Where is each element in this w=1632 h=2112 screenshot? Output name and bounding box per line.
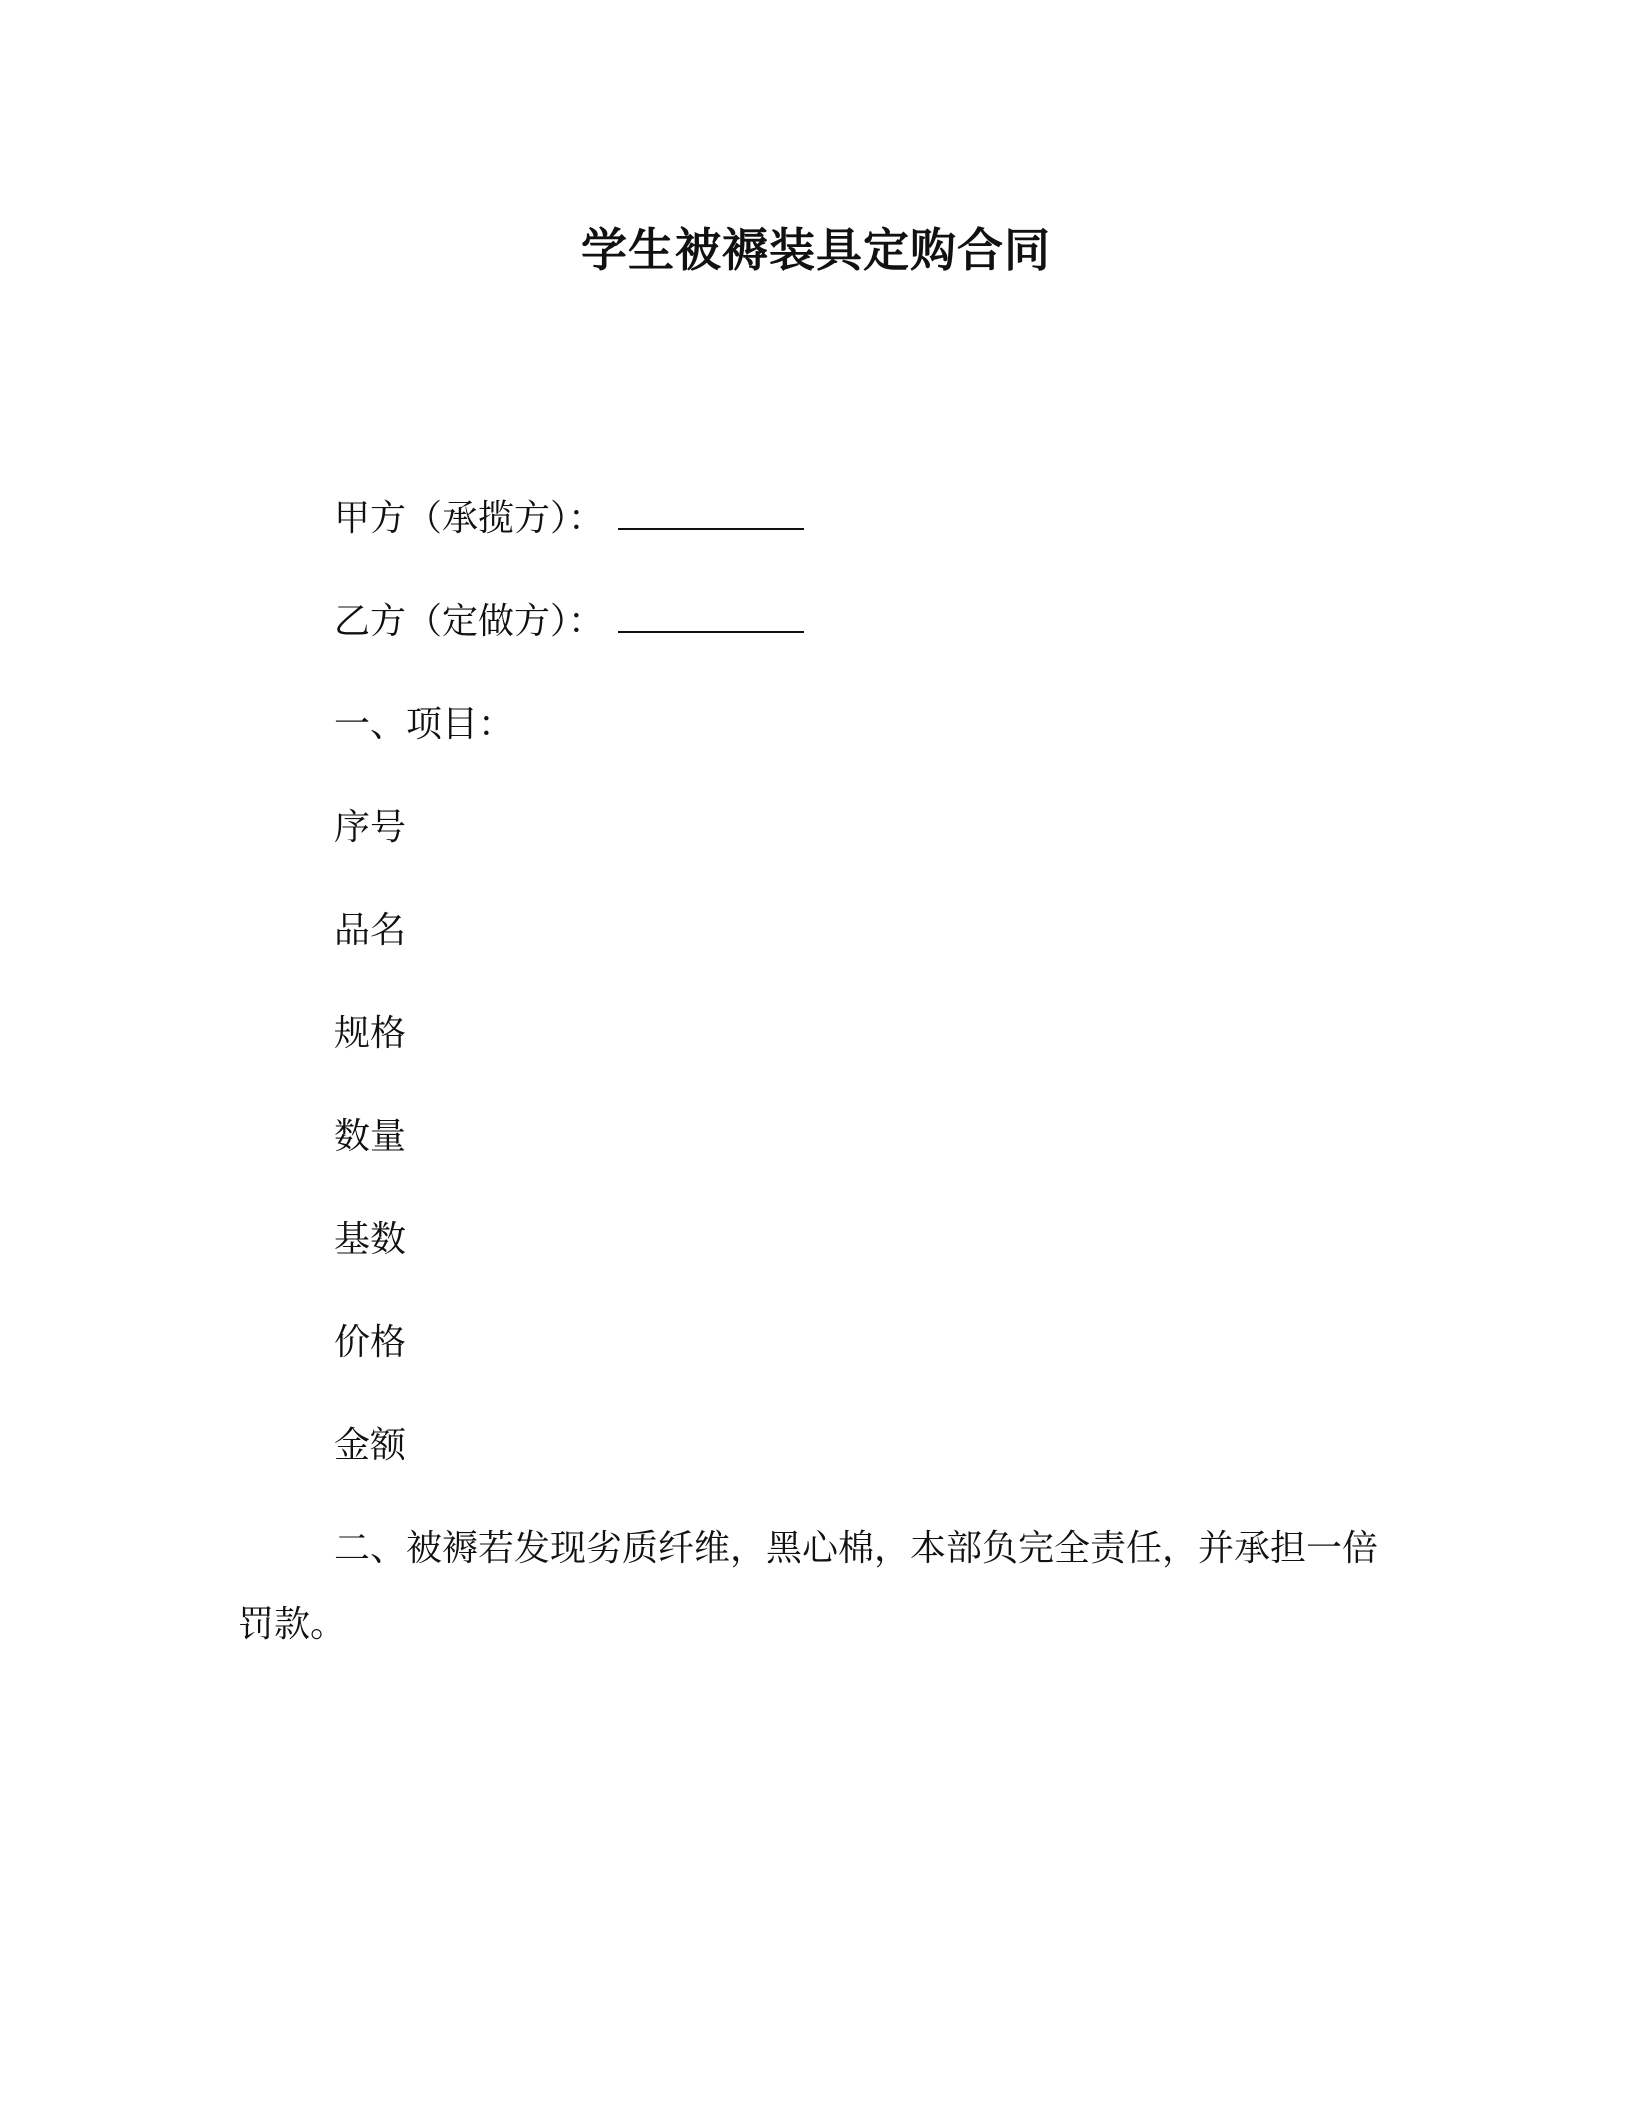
item-base-number: 基数 [334, 1219, 407, 1260]
item-amount: 金额 [334, 1425, 407, 1466]
party-a-blank [618, 498, 804, 530]
section-1-heading: 一、项目： [334, 704, 515, 745]
party-a-line [334, 494, 804, 544]
item-quantity: 数量 [334, 1116, 407, 1157]
party-a-label: 甲方（承揽方）： [334, 498, 605, 539]
item-product-name: 品名 [334, 910, 407, 951]
item-specification: 规格 [334, 1013, 407, 1054]
party-b-label: 乙方（定做方）： [334, 601, 605, 642]
item-serial-number: 序号 [334, 807, 407, 848]
party-b-line [334, 597, 804, 647]
item-price: 价格 [334, 1322, 407, 1363]
section-2-paragraph: 二、被褥若发现劣质纤维，黑心棉，本部负完全责任，并承担一倍罚款。 [238, 1528, 1379, 1645]
party-b-blank [618, 601, 804, 633]
document-title: 学生被褥装具定购合同 [581, 223, 1051, 277]
